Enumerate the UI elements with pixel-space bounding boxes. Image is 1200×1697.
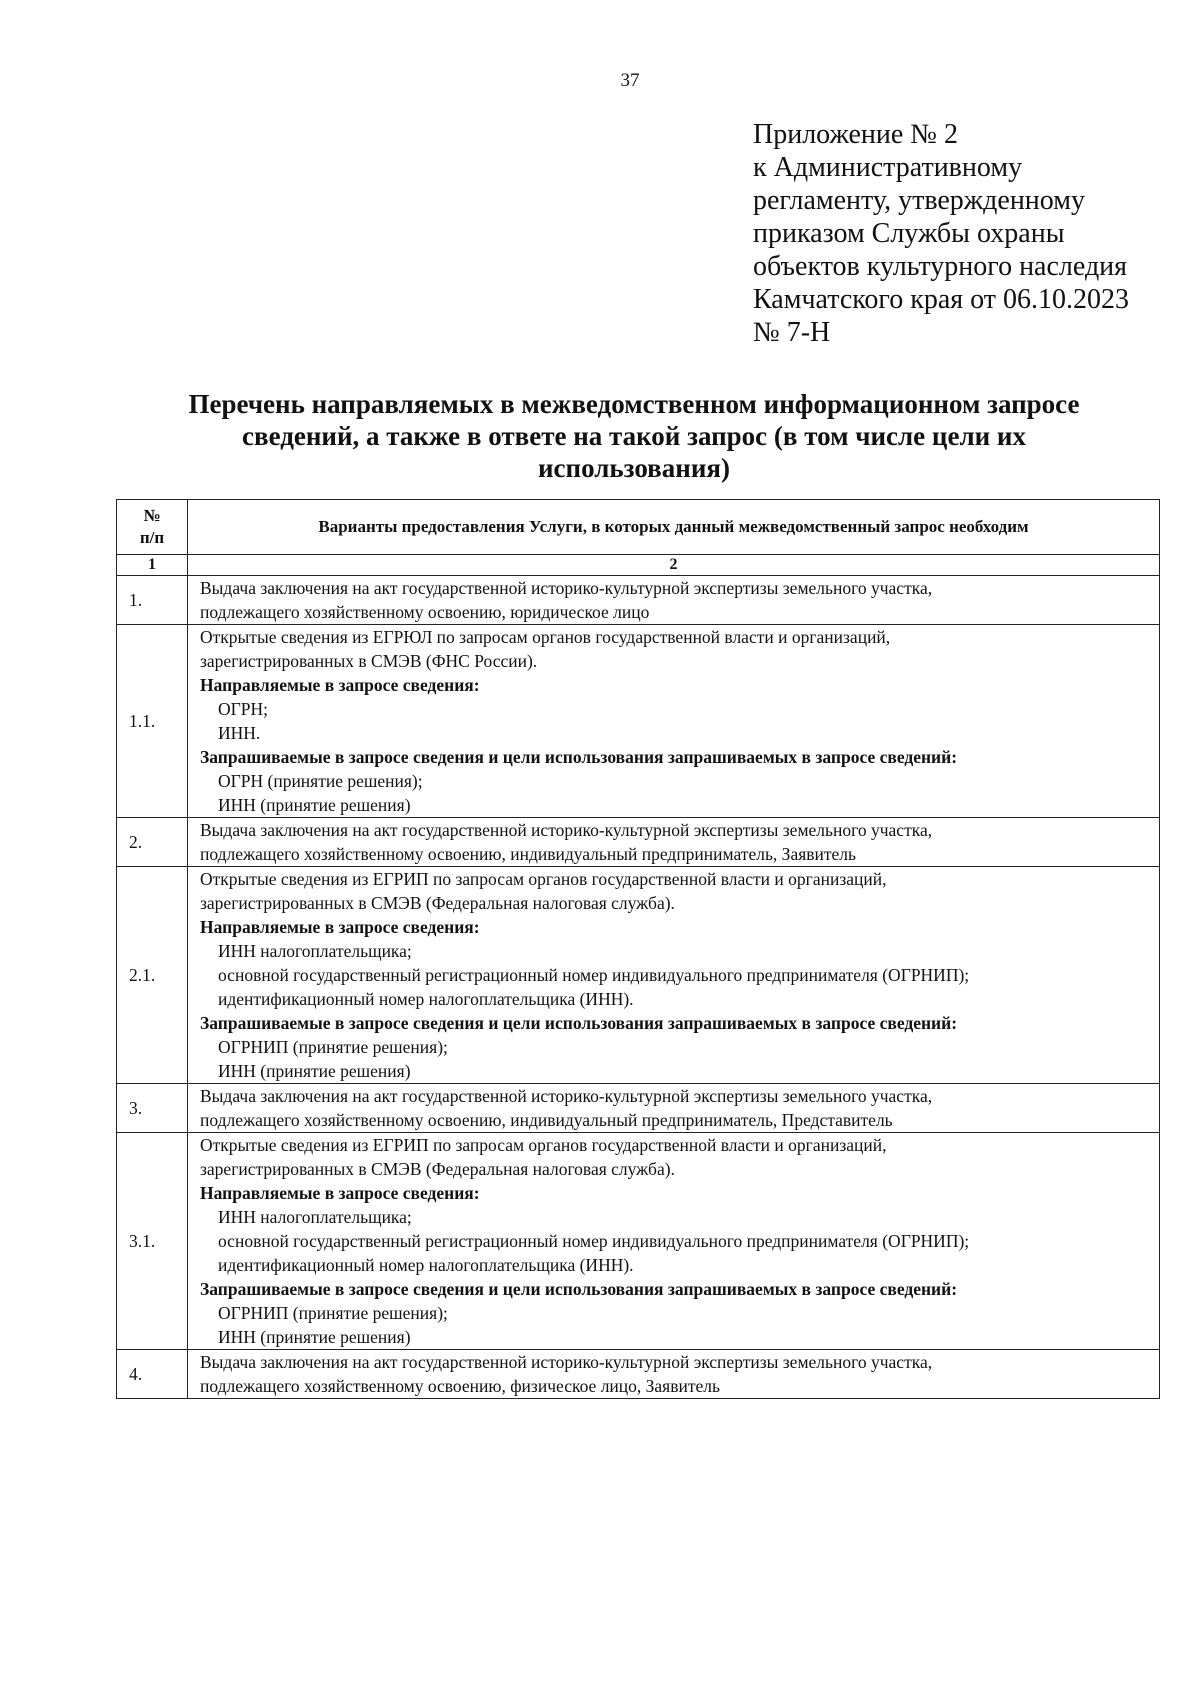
row-number-cell [117, 1350, 188, 1399]
description-line: зарегистрированных в СМЭВ (Федеральная налоговая служба). [200, 1159, 675, 1179]
appendix-line: Приложение № 2 [753, 119, 958, 150]
section-heading: Запрашиваемые в запросе сведения и цели использования запрашиваемых в запросе сведений: [200, 1279, 958, 1299]
table-body [117, 576, 1160, 1399]
header-number-cell [117, 500, 188, 555]
header-number-abbr: п/п [139, 528, 165, 547]
description-line: ИНН (принятие решения) [218, 1061, 411, 1081]
row-number: 3.1. [129, 1231, 156, 1251]
table-header-row [117, 500, 1160, 555]
description-line: зарегистрированных в СМЭВ (ФНС России). [200, 651, 538, 671]
row-description-cell [188, 625, 1160, 818]
table-row [117, 576, 1160, 625]
description-line: зарегистрированных в СМЭВ (Федеральная налоговая служба). [200, 893, 675, 913]
row-number-cell [117, 576, 188, 625]
description-line: Выдача заключения на акт государственной историко-культурной экспертизы земельного участка, [200, 820, 933, 840]
description-line: Выдача заключения на акт государственной историко-культурной экспертизы земельного участка, [200, 578, 933, 598]
row-number: 4. [129, 1364, 143, 1384]
row-number: 2. [129, 832, 143, 852]
index-col-1: 1 [117, 555, 188, 576]
description-line: ИНН. [218, 723, 261, 743]
table-row [117, 818, 1160, 867]
description-line: идентификационный номер налогоплательщика (ИНН). [218, 1255, 634, 1275]
description-line: идентификационный номер налогоплательщика (ИНН). [218, 989, 634, 1009]
row-description-cell [188, 1084, 1160, 1133]
appendix-block [753, 118, 1193, 349]
table-row [117, 867, 1160, 1084]
document-title [116, 388, 1152, 484]
row-number-cell [117, 1084, 188, 1133]
description-line: ОГРНИП (принятие решения); [218, 1303, 448, 1323]
row-number: 2.1. [129, 965, 156, 985]
table-index-row [117, 555, 1160, 576]
appendix-line: к Административному [753, 152, 1023, 183]
header-description-cell: Варианты предоставления Услуги, в которых данный межведомственный запрос необходим [188, 500, 1160, 555]
appendix-line: приказом Службы охраны [753, 218, 1065, 249]
row-description-cell [188, 818, 1160, 867]
description-line: подлежащего хозяйственному освоению, индивидуальный предприниматель, Представитель [200, 1110, 893, 1130]
table-row [117, 1133, 1160, 1350]
description-line: Открытые сведения из ЕГРЮЛ по запросам органов государственной власти и организаций, [200, 627, 891, 647]
description-line: ИНН налогоплательщика; [218, 1207, 412, 1227]
row-description-cell [188, 867, 1160, 1084]
description-line: Выдача заключения на акт государственной историко-культурной экспертизы земельного участка, [200, 1086, 933, 1106]
description-line: ОГРН; [218, 699, 268, 719]
table-row [117, 625, 1160, 818]
row-number-cell [117, 867, 188, 1084]
appendix-line: объектов культурного наследия [753, 251, 1128, 282]
row-description-cell [188, 576, 1160, 625]
description-line: подлежащего хозяйственному освоению, индивидуальный предприниматель, Заявитель [200, 844, 857, 864]
description-line: ОГРНИП (принятие решения); [218, 1037, 448, 1057]
requests-table [116, 499, 1160, 1399]
description-line: Открытые сведения из ЕГРИП по запросам органов государственной власти и организаций, [200, 1135, 887, 1155]
row-number-cell [117, 1133, 188, 1350]
page-number: 37 [620, 70, 640, 91]
section-heading: Направляемые в запросе сведения: [200, 675, 480, 695]
section-heading: Запрашиваемые в запросе сведения и цели использования запрашиваемых в запросе сведений: [200, 1013, 958, 1033]
description-line: Открытые сведения из ЕГРИП по запросам органов государственной власти и организаций, [200, 869, 887, 889]
title-line: Перечень направляемых в межведомственном информационном запросе [188, 389, 1080, 419]
appendix-line: № 7-Н [753, 317, 831, 348]
description-line: ИНН (принятие решения) [218, 1327, 411, 1347]
description-line: ИНН (принятие решения) [218, 795, 411, 815]
row-description-cell [188, 1133, 1160, 1350]
section-heading: Направляемые в запросе сведения: [200, 1183, 480, 1203]
section-heading: Направляемые в запросе сведения: [200, 917, 480, 937]
row-number: 1.1. [129, 711, 156, 731]
description-line: Выдача заключения на акт государственной историко-культурной экспертизы земельного участка, [200, 1352, 933, 1372]
description-line: основной государственный регистрационный номер индивидуального предпринимателя (ОГРНИП); [218, 965, 970, 985]
description-line: основной государственный регистрационный номер индивидуального предпринимателя (ОГРНИП); [218, 1231, 970, 1251]
section-heading: Запрашиваемые в запросе сведения и цели использования запрашиваемых в запросе сведений: [200, 747, 958, 767]
description-line: подлежащего хозяйственному освоению, физическое лицо, Заявитель [200, 1376, 720, 1396]
description-line: ИНН налогоплательщика; [218, 941, 412, 961]
description-line: ОГРН (принятие решения); [218, 771, 423, 791]
table-row [117, 1350, 1160, 1399]
row-number: 3. [129, 1098, 143, 1118]
appendix-line: регламенту, утвержденному [753, 185, 1085, 216]
title-line: сведений, а также в ответе на такой запрос (в том числе цели их [242, 421, 1026, 451]
appendix-line: Камчатского края от 06.10.2023 [753, 284, 1129, 315]
row-number-cell [117, 625, 188, 818]
header-number-symbol: № [143, 506, 161, 525]
row-number: 1. [129, 590, 143, 610]
row-description-cell [188, 1350, 1160, 1399]
description-line: подлежащего хозяйственному освоению, юридическое лицо [200, 602, 650, 622]
index-col-2: 2 [188, 555, 1160, 576]
row-number-cell [117, 818, 188, 867]
title-line: использования) [538, 453, 730, 483]
table-row [117, 1084, 1160, 1133]
